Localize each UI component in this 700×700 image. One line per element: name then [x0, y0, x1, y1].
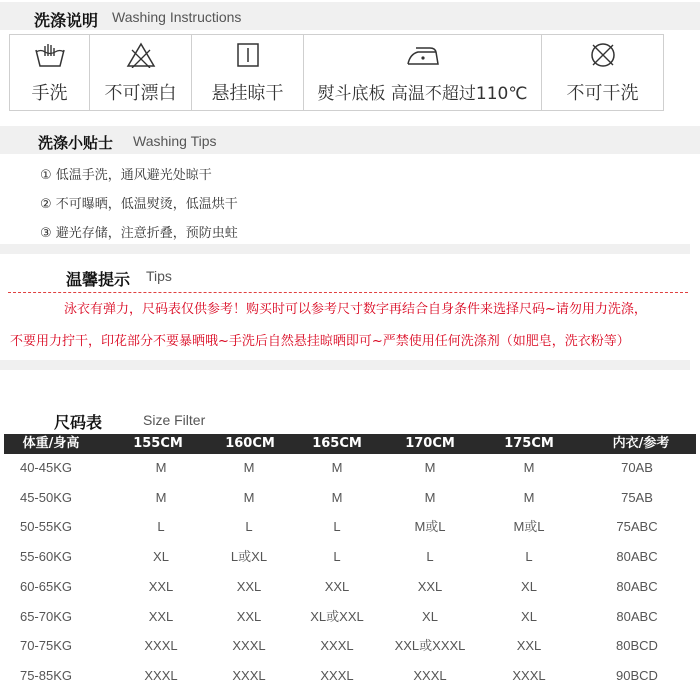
size-cell-size-175: XXL	[516, 638, 542, 653]
wash-label-no-bleach: 不可漂白	[104, 83, 177, 104]
size-cell-size-165: XL或XXL	[310, 609, 364, 624]
size-cell-size-155: L	[157, 519, 165, 534]
washing-tips-title-en: Washing Tips	[133, 133, 217, 149]
size-cell-bra-reference: 75ABC	[616, 519, 658, 534]
size-header-weight-height: 体重/身高	[22, 436, 80, 451]
size-cell-size-170: L	[426, 549, 434, 564]
washing-tip-2: ② 不可曝晒，低温熨烫，低温烘干	[40, 197, 238, 212]
size-header-165: 165CM	[312, 436, 362, 451]
size-cell-weight: 50-55KG	[19, 519, 73, 534]
size-cell-size-160: M	[243, 460, 255, 475]
size-cell-size-160: L或XL	[230, 549, 268, 564]
size-cell-weight: 70-75KG	[19, 638, 73, 653]
size-cell-size-175: XL	[521, 609, 537, 624]
size-cell-weight: 55-60KG	[19, 549, 73, 564]
size-cell-size-165: L	[333, 519, 341, 534]
size-cell-size-160: XXXL	[232, 668, 266, 683]
size-cell-bra-reference: 80ABC	[616, 579, 658, 594]
size-cell-bra-reference: 80BCD	[616, 638, 658, 653]
size-cell-size-155: XL	[153, 549, 169, 564]
warm-tips-line-1: 泳衣有弹力，尺码表仅供参考！购买时可以参考尺寸数字再结合自身条件来选择尺码~请勿用力洗涤，	[64, 302, 647, 317]
size-cell-size-155: M	[155, 460, 167, 475]
size-header-170: 170CM	[405, 436, 455, 451]
wash-cell-no-bleach	[90, 35, 192, 110]
size-cell-weight: 45-50KG	[19, 490, 73, 505]
warm-tips-line-2: 不要用力拧干，印花部分不要暴晒哦~手洗后自然悬挂晾晒即可~严禁使用任何洗涤剂（如肥皂，洗衣粉等）	[10, 334, 630, 349]
hand-wash-icon	[10, 41, 89, 69]
size-cell-size-165: XXXL	[320, 638, 354, 653]
size-cell-size-170: M	[424, 490, 436, 505]
size-cell-size-160: M	[243, 490, 255, 505]
size-cell-size-160: XXXL	[232, 638, 266, 653]
size-cell-size-165: XXL	[324, 579, 350, 594]
size-table-header	[4, 434, 696, 454]
size-cell-size-170: M或L	[414, 519, 446, 534]
wash-cell-no-dry-clean	[542, 35, 663, 110]
washing-tips-title-cn: 洗涤小贴士	[38, 134, 114, 152]
size-header-155: 155CM	[133, 436, 183, 451]
size-cell-size-165: L	[333, 549, 341, 564]
wash-cell-iron	[304, 35, 542, 110]
size-cell-size-155: XXXL	[144, 668, 178, 683]
size-cell-weight: 75-85KG	[19, 668, 73, 683]
warm-tips-divider	[8, 292, 688, 293]
no-bleach-icon	[90, 41, 191, 69]
section-divider-band	[0, 244, 690, 254]
washing-instructions-header-band	[0, 2, 700, 30]
washing-symbols-grid	[9, 34, 664, 111]
size-cell-bra-reference: 80ABC	[616, 549, 658, 564]
size-cell-weight: 60-65KG	[19, 579, 73, 594]
section-divider-band-2	[0, 360, 690, 370]
size-cell-size-160: XXL	[236, 609, 262, 624]
size-cell-size-175: L	[525, 549, 533, 564]
warm-tips-title-cn: 温馨提示	[66, 270, 131, 289]
size-cell-size-170: XXL	[417, 579, 443, 594]
size-cell-size-155: XXL	[148, 579, 174, 594]
size-cell-bra-reference: 70AB	[621, 460, 653, 475]
size-cell-size-165: M	[331, 460, 343, 475]
washing-instructions-title-en: Washing Instructions	[112, 9, 242, 25]
size-cell-bra-reference: 90BCD	[616, 668, 658, 683]
warm-tips-title-en: Tips	[146, 268, 172, 284]
washing-tip-3: ③ 避光存储，注意折叠，预防虫蛀	[40, 226, 238, 241]
size-cell-bra-reference: 80ABC	[616, 609, 658, 624]
size-cell-weight: 40-45KG	[19, 460, 73, 475]
size-cell-size-155: XXXL	[144, 638, 178, 653]
size-cell-size-170: XXXL	[413, 668, 447, 683]
size-cell-bra-reference: 75AB	[621, 490, 653, 505]
size-cell-size-170: XL	[422, 609, 438, 624]
wash-cell-hang-dry	[192, 35, 304, 110]
no-dry-clean-icon	[542, 41, 663, 69]
size-cell-size-170: M	[424, 460, 436, 475]
wash-label-no-dry-clean: 不可干洗	[566, 83, 639, 104]
washing-tip-1: ① 低温手洗，通风避光处晾干	[40, 168, 212, 183]
wash-label-hand-wash: 手洗	[31, 83, 68, 104]
size-cell-size-165: M	[331, 490, 343, 505]
size-cell-size-165: XXXL	[320, 668, 354, 683]
wash-label-hang-dry: 悬挂晾干	[211, 83, 284, 104]
size-cell-size-155: XXL	[148, 609, 174, 624]
wash-label-iron: 熨斗底板 高温不超过110℃	[317, 84, 528, 104]
size-cell-weight: 65-70KG	[19, 609, 73, 624]
size-chart-title-cn: 尺码表	[54, 413, 103, 432]
size-header-175: 175CM	[504, 436, 554, 451]
size-header-160: 160CM	[225, 436, 275, 451]
iron-icon	[304, 41, 541, 69]
size-chart-title-en: Size Filter	[143, 412, 206, 428]
size-cell-size-175: M	[523, 460, 535, 475]
hang-dry-icon	[192, 41, 303, 69]
size-cell-size-175: XL	[521, 579, 537, 594]
size-cell-size-170: XXL或XXXL	[394, 638, 466, 653]
washing-instructions-title-cn: 洗涤说明	[34, 11, 99, 30]
wash-cell-hand-wash	[10, 35, 90, 110]
size-cell-size-175: XXXL	[512, 668, 546, 683]
size-header-bra-reference: 内衣/参考	[612, 436, 670, 451]
size-cell-size-175: M	[523, 490, 535, 505]
size-cell-size-155: M	[155, 490, 167, 505]
size-cell-size-175: M或L	[513, 519, 545, 534]
size-cell-size-160: XXL	[236, 579, 262, 594]
size-cell-size-160: L	[245, 519, 253, 534]
